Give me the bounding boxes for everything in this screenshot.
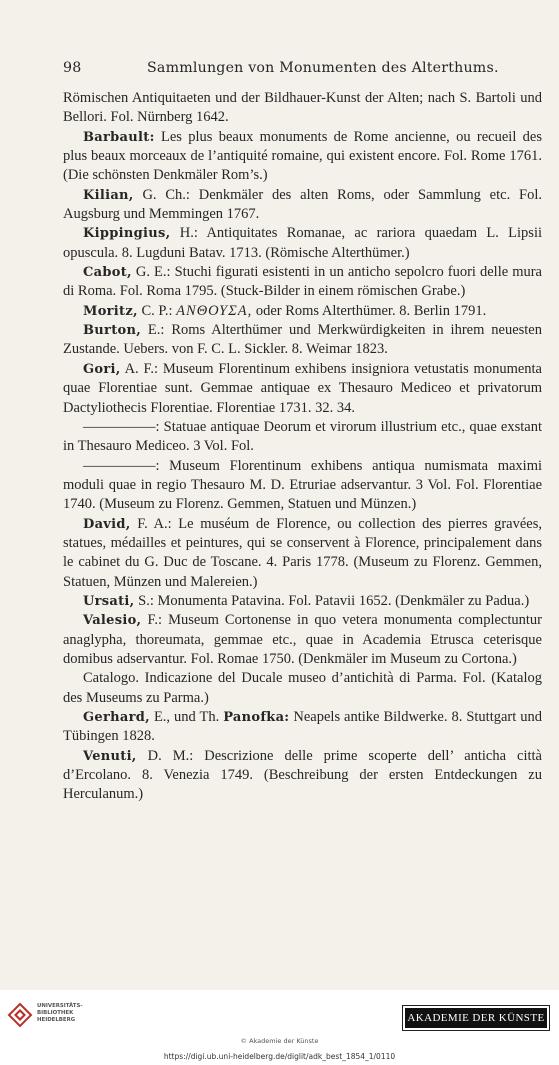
entry: Kilian, G. Ch.: Denkmäler des alten Roms, oder Sammlung etc. Fol. Augsburg und Memmingen 1767. [63,186,542,223]
entry: David, F. A.: Le muséum de Florence, ou collection des pierres gravées, statues, médailles et peintures, qui se conservent à Florence, principalement dans le cabinet du G. Duc de Toscane. 4. Paris 1778. (Museum zu Florenz. Gemmen, Statuen, Münzen und Malereien.) [63,515,542,590]
entry: Gori, A. F.: Museum Florentinum exhibens insigniora vetustatis monumenta quae Florentiae sunt. Gemmae antiquae ex Thesauro Mediceo et privatorum Dactyliothecis Florentiae. Florentiae 1731. 32. 34. [63,360,542,416]
copyright-notice: © Akademie der Künste [240,1037,319,1045]
akademie-logo: AKADEMIE DER KÜNSTE [402,1005,550,1031]
author-name: David, [83,516,131,532]
author-name: Moritz, [83,303,138,319]
entry: Kippingius, H.: Antiquitates Romanae, ac rariora quaedam L. Lipsii opuscula. 8. Lugduni Batav. 1713. (Römische Alterthümer.) [63,225,542,261]
entry: Ursati, S.: Monumenta Patavina. Fol. Patavii 1652. (Denkmäler zu Padua.) [83,592,530,609]
entry: Burton, E.: Roms Alterthümer und Merkwürdigkeiten in ihrem neuesten Zustande. Uebers. von F. C. L. Sickler. 8. Weimar 1823. [63,322,542,358]
author-name: Burton, [83,323,142,339]
greek-title: ΑΝΘΟΥΣΑ, [176,302,253,319]
entry: Catalogo. Indicazione del Ducale museo d’antichità di Parma. Fol. (Katalog des Museums zu Parma.) [63,670,542,706]
entry: —————: Museum Florentinum exhibens antiqua numismata maximi moduli quae in regio Thesauro M. D. Etruriae adservantur. 3 Vol. Fol. Florentiae 1740. (Museum zu Florenz. Gemmen, Statuen und Münzen.) [63,457,542,513]
source-url-link[interactable]: https://digi.ub.uni-heidelberg.de/diglit/adk_best_1854_1/0110 [163,1052,396,1061]
entry: Römischen Antiquitaeten und der Bildhauer-Kunst der Alten; nach S. Bartoli und Bellori. Fol. Nürnberg 1642. [63,90,542,126]
entry: Valesio, F.: Museum Cortonense in quo vetera monumenta complectuntur anaglypha, thoreumata, gemmae etc., quae in Academia Etrusca ceterisque domibus adservantur. Fol. Romae 1750. (Denkmäler im Museum zu Cortona.) [63,612,542,667]
author-name: Panofka: [223,710,290,725]
author-name: Valesio, [83,613,142,629]
entry: —————: Statuae antiquae Deorum et virorum illustrium etc., quae exstant in Thesauro Mediceo. 3 Vol. Fol. [63,418,542,455]
author-name: Cabot, [83,265,132,281]
author-name: Gerhard, [83,710,150,725]
university-logo-icon [7,1002,33,1028]
entry: Gerhard, E., und Th. Panofka: Neapels antike Bildwerke. 8. Stuttgart und Tübingen 1828. [63,709,542,745]
author-name: Kippingius, [83,226,171,242]
page-number: 98 [63,60,82,76]
entry: Venuti, D. M.: Descrizione delle prime scoperte dell’ anticha città d’Ercolano. 8. Venezia 1749. (Beschreibung der ersten Entdeckungen zu Herculanum.) [63,747,542,803]
author-name: Barbault: [83,129,155,145]
university-library-label: UNIVERSITÄTS- BIBLIOTHEK HEIDELBERG [37,1003,83,1023]
entry: Moritz, C. P.: ΑΝΘΟΥΣΑ, oder Roms Alterthümer. 8. Berlin 1791. [83,302,487,319]
running-title: Sammlungen von Monumenten des Alterthums. [147,60,499,76]
author-name: Venuti, [83,748,137,764]
bibliography-body [63,89,542,805]
author-name: Gori, [83,361,121,377]
entry: Cabot, G. E.: Stuchi figurati esistenti in un anticho sepolcro fuori delle mura di Roma. Fol. Roma 1795. (Stuck-Bilder in einem römischen Grabe.) [63,264,542,300]
entry: Barbault: Les plus beaux monuments de Rome ancienne, ou recueil des plus beaux morceaux de l’antiquité romaine, qui existent encore. Fol. Rome 1761. (Die schönsten Denkmäler Rom’s.) [63,128,542,184]
author-name: Ursati, [83,593,135,609]
author-name: Kilian, [83,187,134,203]
